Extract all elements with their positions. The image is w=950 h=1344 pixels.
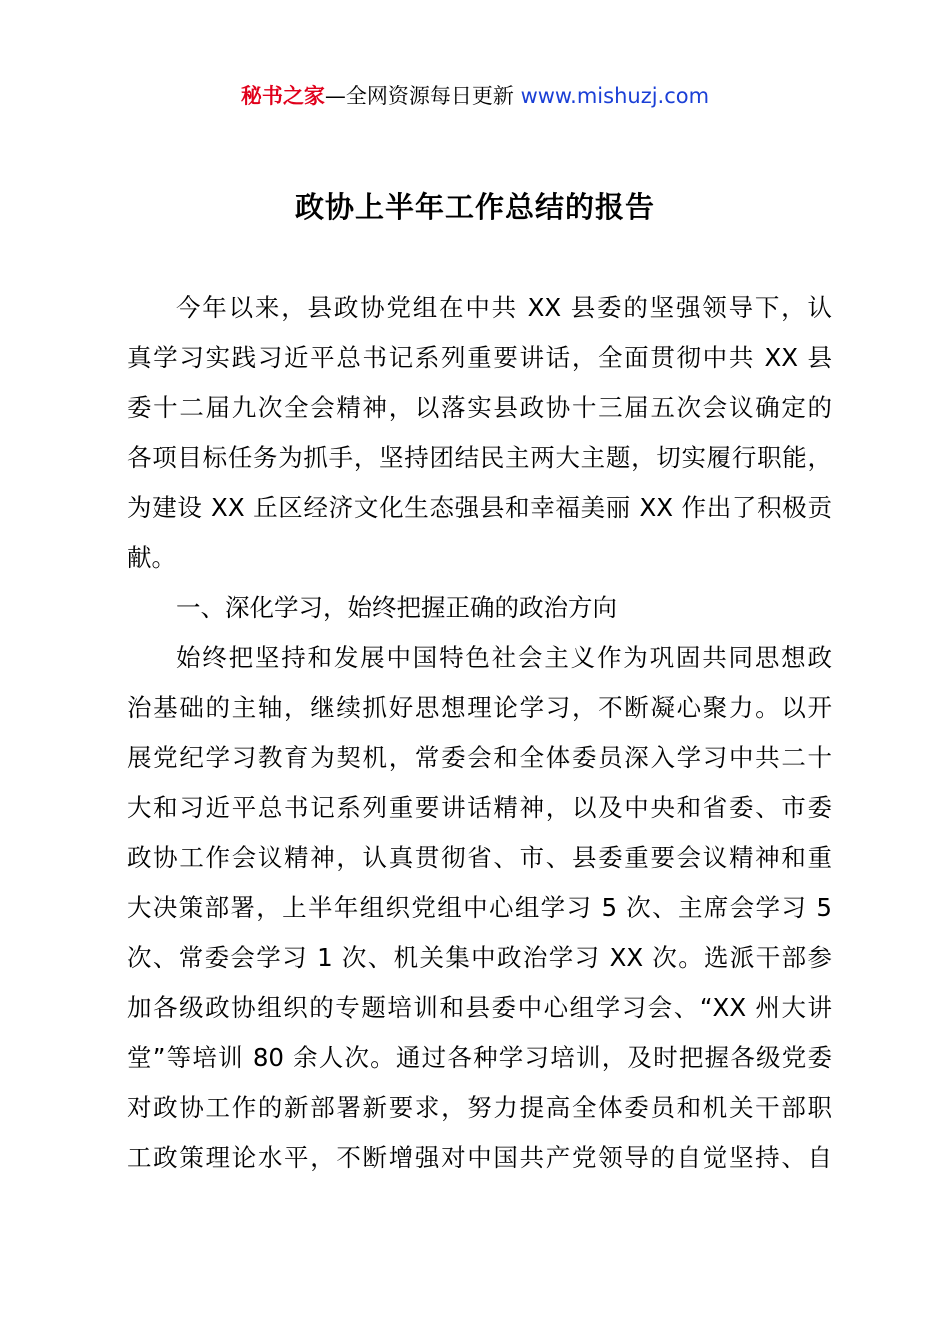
text-line: 今年以来，县政协党组在中共 XX 县委的坚强领导下，认 — [176, 293, 832, 322]
text-line: 政协工作会议精神，认真贯彻省、市、县委重要会议精神和重 — [127, 843, 832, 872]
section-heading: 一、深化学习，始终把握正确的政治方向 — [176, 593, 617, 622]
text-line: 次、常委会学习 1 次、机关集中政治学习 XX 次。选派干部参 — [127, 943, 832, 972]
text-line: 真学习实践习近平总书记系列重要讲话，全面贯彻中共 XX 县 — [127, 343, 832, 372]
site-url-link[interactable]: www.mishuzj.com — [520, 84, 710, 108]
site-header — [0, 80, 950, 112]
text-line: 加各级政协组织的专题培训和县委中心组学习会、“XX 州大讲 — [127, 993, 832, 1022]
text-line: 各项目标任务为抓手，坚持团结民主两大主题，切实履行职能， — [127, 443, 832, 472]
site-tagline: —全网资源每日更新 — [324, 84, 514, 108]
text-line: 堂”等培训 80 余人次。通过各种学习培训，及时把握各级党委 — [127, 1043, 832, 1072]
text-line: 展党纪学习教育为契机，常委会和全体委员深入学习中共二十 — [127, 743, 832, 772]
text-line: 委十二届九次全会精神，以落实县政协十三届五次会议确定的 — [127, 393, 832, 422]
site-brand: 秘书之家 — [240, 84, 325, 108]
text-line: 治基础的主轴，继续抓好思想理论学习，不断凝心聚力。以开 — [127, 693, 832, 722]
text-line: 始终把坚持和发展中国特色社会主义作为巩固共同思想政 — [176, 643, 832, 672]
document-title: 政协上半年工作总结的报告 — [294, 190, 655, 224]
text-line: 大决策部署，上半年组织党组中心组学习 5 次、主席会学习 5 — [127, 893, 832, 922]
text-line: 献。 — [127, 543, 176, 572]
text-line: 对政协工作的新部署新要求，努力提高全体委员和机关干部职 — [127, 1093, 832, 1122]
text-line: 为建设 XX 丘区经济文化生态强县和幸福美丽 XX 作出了积极贡 — [127, 493, 832, 522]
text-line: 工政策理论水平，不断增强对中国共产党领导的自觉坚持、自 — [127, 1143, 832, 1172]
document-body — [127, 283, 832, 1183]
text-line: 大和习近平总书记系列重要讲话精神，以及中央和省委、市委 — [127, 793, 832, 822]
